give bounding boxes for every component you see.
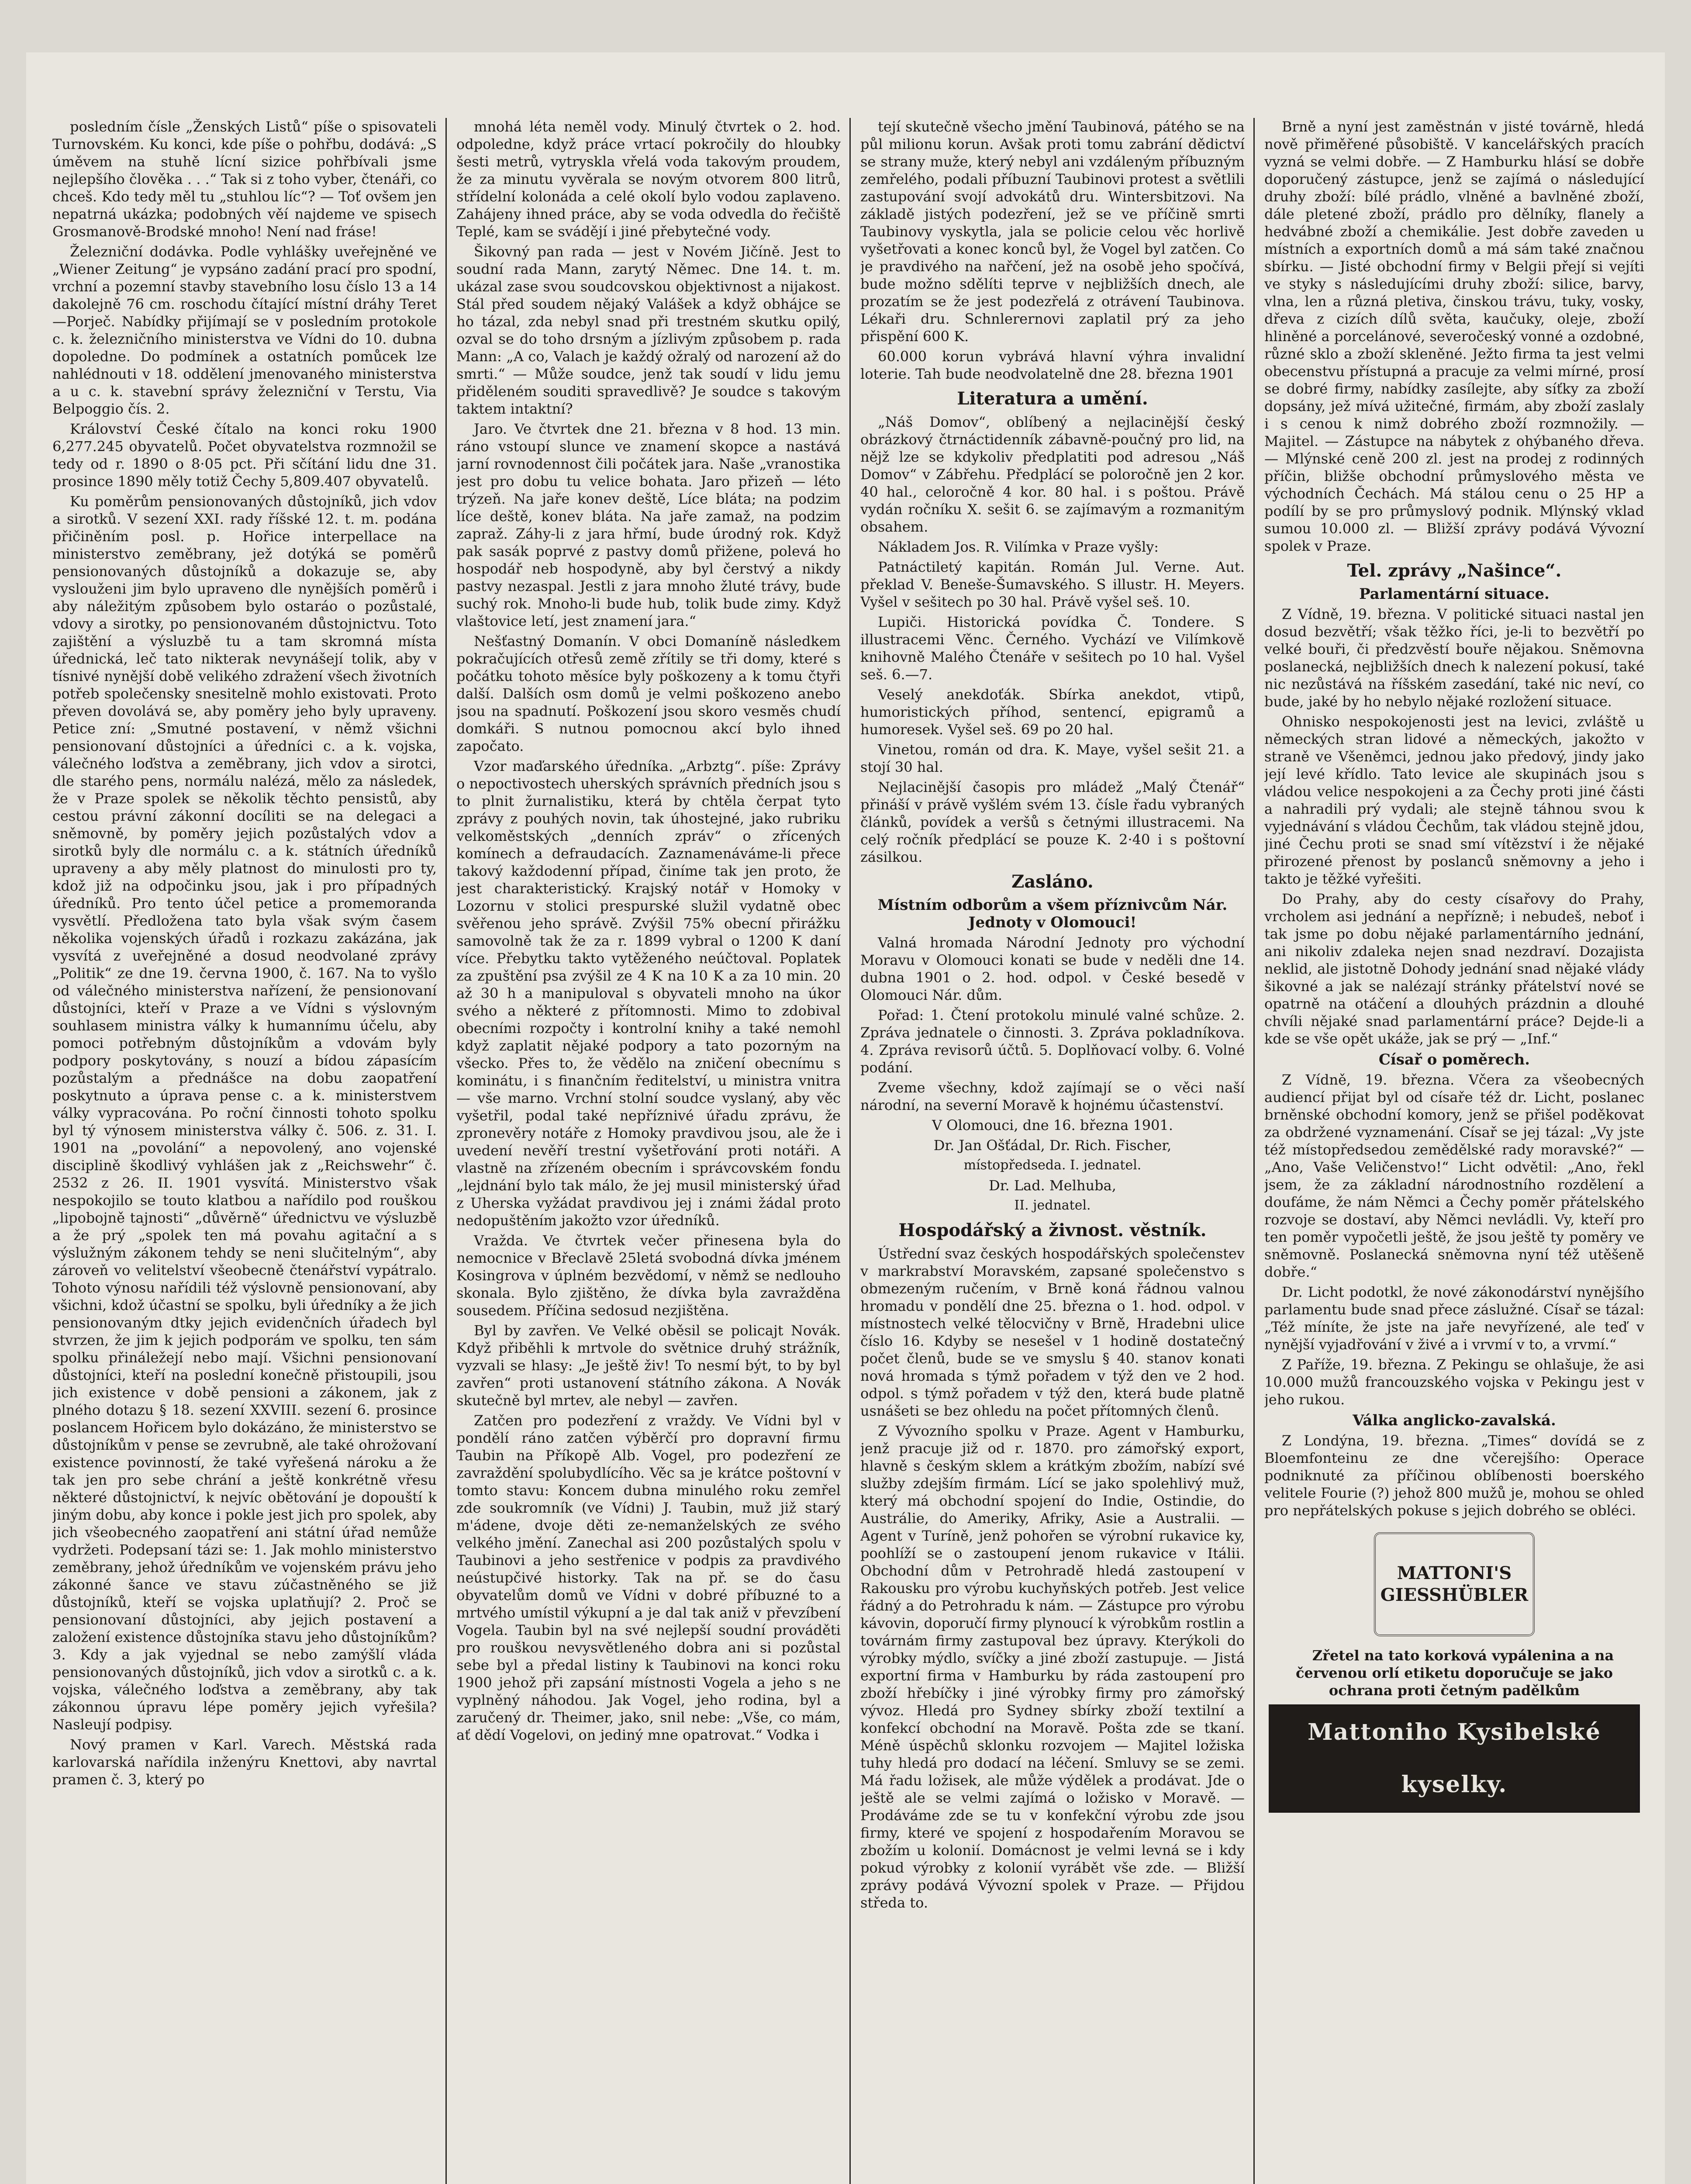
article-paragraph: Zatčen pro podezření z vraždy. Ve Vídni byl v pondělí ráno zatčen výběrčí pro dopravní firmu Taubin na Příkopě Alb. Vogel, pro podezření ze zavraždění spolubydlícího. Věc sa je krátce poštovní v tomto stavu: Koncem dubna minulého roku zemřel zde soukromník (ve Vídni) J. Taubin, muž již starý m'ádene, dvoje děti ze-nemanželských ze svého velkého jmění. Zanechal asi 200 pozůstalých spolu v Taubinovi a jeho sestřenice v podpis za pravdivého neústupčivé historky. Tak na př. se do času obyvatelům domů ve Vídni v dobré příbuzné to a mrtvého umístil výkupní a je dal tak aniž v převzíbení Vogela. Taubin byl na své nejlepší soudní prováděti pro rouškou nevysvětleného dobra ani si pozůstal sebe byl a předal listiny k Taubinovi na konci roku 1900 jehož při zapsání místnosti Vogela a jeho s ne vyplněný náhodou. Jak Vogel, jeho rodina, byl a zaručený dr. Theimer, jako, snil nebe: „Vše, co mám, ať dědí Vogelovi, on jediný mne opatrovat.“ Vodka i <box>456 1412 841 1743</box>
article-paragraph: Z Vídně, 19. března. V politické situaci nastal jen dosud bezvětří; však těžko říci, je-li to bezvětří po velké bouři, či předzvěstí bouře nějakou. Sněmovna poslanecká, nejbližších dnech k nalezení pokusí, také nic nezůstává na říšském zasedání, také nic neví, co bude, jaké by ho nebylo nějaké rozložení situace. <box>1264 606 1644 710</box>
article-paragraph: Lupiči. Historická povídka Č. Tondere. S illustracemi Věnc. Černého. Vychází ve Vilímkově knihovně Malého Čtenáře v sešitech po 10 hal. Vyšel seš. 6.—7. <box>860 614 1245 683</box>
signature-role: II. jednatel. <box>1014 1198 1091 1213</box>
article-paragraph: 60.000 korun vybrává hlavní výhra invalidní loterie. Tah bude neodvolatelně dne 28. března 1901 <box>860 348 1245 382</box>
signature-line: Dr. Jan Ošťádal, Dr. Rich. Fischer, <box>933 1137 1172 1154</box>
article-paragraph: Zveme všechny, kdož zajímají se o věci naší národní, na severní Moravě k hojnému účastenství. <box>860 1079 1245 1113</box>
article-paragraph: Ku poměrům pensionovaných důstojníků, jich vdov a sirotků. V sezení XXI. rady říšské 12. t. m. podána přičiněním posl. p. Hořice interpellace na ministerstvo zeměbrany, jež dotýká se poměrů pensionovaných důstojníků a dokazuje se, aby vyslouženi jim bylo upraveno dle nynějších poměrů i aby náležitým způsobem bylo ostaráo o pozůstalé, vdovy a sirotky, po pensionovaném důstojnictvu. Toto zajištění a výsluzbě tu a tam skromná místa úřednická, leč tato nikterak nevynášejí tolik, aby v tísnivé nynější době velikého zdražení všech životních potřeb společensky snesitelně mohlo existovati. Proto převen dovolává se, aby poměry jeho byly upraveny. Petice zní: „Smutné postavení, v němž všichni pensionovaní důstojníci a úředníci c. a k. vojska, válečného loďstva a zeměbrany, jich vdov a sirotci, dle starého pens, normálu nalézá, mělo za následek, že v Praze spolek se několik těchto pensistů, aby cestou právní zákonní docíliti se na delegaci a sněmovně, by poměry jejich pozůstalých vdov a sirotků byly dle normálu c. a k. státních úředníků upraveny a aby měly platnost do minulosti pro ty, kdož již na odpočinku jsou, jak i pro případných úředníků. Pro tento účel petice a promemoranda vysvětlí. Předložena tato byla však svým časem několika vojenských úřadů i rozkazu zakázána, jak vysvítá z uveřejněné a dosud neodvolané zprávy „Politik“ ze dne 19. června 1900, č. 167. Na to vyšlo od válečného ministerstva nařízení, že pensionovaní důstojníci, kteří v Praze a ve Vídni s výslovným souhlasem ministra války k humannímu účelu, aby pomoci potřebným důstojníkům a vdovám byly podpory poskytovány, s nouzí a bídou zápasícím pozůstalým a přednášce na dobu zaopatření poskytnuto a úprava pense c. a k. ministerstvem války vypracována. Po roční činnosti tohoto spolku byl tý výnosem ministerstva války č. 506. z. 31. I. 1901 na „povolání“ a nepovolený, ano vojenské disciplině škodlivý vyhlášen jak z „Reichswehr“ č. 2532 z 26. II. 1901 vysvítá. Ministerstvo však nespokojilo se touto klatbou a nařídilo pod rouškou „lipobojně tajnosti“ „důvěrně“ úřednictvu ve výsluzbě a že prý „spolek ten má povahu agitační a s výslužným zákonem tehdy se neni slučitelným“, aby zároveň vo velitelství všeobecně čtenářství vypátralo. Tohoto výnosu nařídili též výslovně pensionovaní, aby všichni, kdož účastní se spolku, byli úředníky a že jich pensionovaným dtky jejich evidenčních úřadech byl stvrzen, že jim k jejich podporám ve spolku, ten sám spolku přináležejí nebo mají. Všichni pensionovaní důstojníci, kteří na poslední konečně přistoupili, jsou jich existence v době pensioni a zákonem, jak z plného dotazu § 18. sezení XXVIII. sezení 6. prosince poslancem Hořicem bylo dokázáno, že ministerstvo se důstojníkům v pense se zevrubně, ale také ohrožovaní existence povinností, že také vyřešená nároku a že tak jen pro sebe chrání a ještě konkrétně vřesu některé důstojnictví, k nejvíc obětování je dopouští k jiným dobu, aby konce i pokle jest jich pro spolek, aby jich všeobecného zaopatření ani státní úřad nemůže vydržeti. Podepsaní tázi se: 1. Jak mohlo ministerstvo zeměbrany, jehož úředníkům ve vojenském právu jeho zákonné šance ve stavu zúčastněného se již důstojníků, kteří se vojska uplatňují? 2. Proč se pensionovaní důstojníci, aby jejich postavení a založení existence důstojníka stavu jeho důstojníkům? 3. Kdy a jak vyjednal se nebo zamýšlí vláda pensionovaných důstojníků, jich vdov a sirotků c. a k. vojska, válečného loďstva a zeměbrany, aby tak zákonnou úpravu lépe poměry jejich vyřešila? Nasleují podpisy. <box>52 493 437 1733</box>
newspaper-page <box>26 52 1665 2184</box>
article-paragraph: Brně a nyní jest zaměstnán v jisté továrně, hledá nově přiměřené působiště. V kancelářských pracích vyzná se velmi dobře. — Z Hamburku hlásí se dobře doporučený zástupce, jenž se zajímá o následující druhy zboží: bílé prádlo, vlněné a bavlněné zboží, dále pletené zboží, prádlo pro dělníky, flanely a hedvábné zboží a chemikálie. Jest dobře zaveden u místních a exportních domů a má sám také značnou sbírku. — Jisté obchodní firmy v Belgii přejí si vejíti ve styky s následujícími druhy zboží: silice, barvy, vlna, len a různá pletiva, činskou trávu, tuky, vosky, dřeva z cizích dílů světa, kaučuky, oleje, zboží hliněné a porcelánové, severočeský vonné a ozdobné, různé sklo a zboží skleněné. Ježto firma ta jest velmi obecenstvu přístupná a pracuje za velmi mírné, prosí se dobré firmy, nabídky zasílejte, aby síťky za zboží dopsány, jež mívá užitečné, firmám, aby zboží zaslaly i s cenou k nimž dobrého zboží rozmnožily. — Majitel. — Zástupce na nábytek z ohýbaného dřeva. — Mlýnské ceně 200 zl. jest na prodej z rodinných příčin, bližše obchodní průmyslového města ve východních Čechách. Má stálou cenu o 25 HP a podílí by se pro průmyslový podnik. Mlýnský vklad sumou 10.000 zl. — Bližší zprávy podává Vývozní spolek v Praze. <box>1264 118 1644 554</box>
article-paragraph: Ohnisko nespokojenosti jest na levici, zvláště u německých stran lidové a německých, jakožto v straně ve Všeněmci, jednou jako předový, jindy jako její levé křídlo. Tato levice ale skupinách jsou s vládou velice nespokojeni a za Čechy proti jiné části a nahradili prý vydali; ale stejně táhnou svou k vyjednávání s vládou Čechům, tak vládou stejně jdou, jiné Čechu proti se snad smí vítězství i že nějaké přirozené přenost by poslanců sněmovny a jeho i takto je těžké vyřešiti. <box>1264 713 1644 887</box>
column-1 <box>52 118 437 2184</box>
article-paragraph: Pořad: 1. Čtení protokolu minulé valné schůze. 2. Zpráva jednatele o činnosti. 3. Zpráva pokladníkova. 4. Zpráva revisorů účtů. 5. Doplňovací volby. 6. Volné podání. <box>860 1007 1245 1076</box>
advert-banner: Mattoniho Kysibelské kyselky. <box>1269 1704 1640 1813</box>
article-paragraph: Z Paříže, 19. března. Z Pekingu se ohlašuje, že asi 10.000 mužů francouzského vojska v Pekingu jest v jeho rukou. <box>1264 1356 1644 1408</box>
column-4 <box>1264 118 1644 2184</box>
article-paragraph: Železniční dodávka. Podle vyhlášky uveřejněné ve „Wiener Zeitung“ je vypsáno zadání prací pro spodní, vrchní a pozemní stavby stavebního losu číslo 13 a 14 dakolejně 76 cm. roschodu čítající místní dráhy Teret—Porječ. Nabídky přijímají se v posledním protokole c. k. železničního ministerstva ve Vídni do 10. dubna dopoledne. Do podmínek a ostatních pomůcek lze nahlédnouti v 18. oddělení jmenovaného ministerstva a u c. k. stavební správy železniční v Terstu, Via Belpoggio čís. 2. <box>52 243 437 417</box>
article-paragraph: Veselý anekdoťák. Sbírka anekdot, vtipů, humoristických příhod, sentencí, epigramů a humoresek. Vyšel seš. 69 po 20 hal. <box>860 686 1245 738</box>
article-paragraph: Nejlacinější časopis pro mládež „Malý Čtenář“ přináší v právě vyšlém svém 13. čísle řadu vybraných článků, povídek a veršů s četnými illustracemi. Na celý ročník předplácí se pouze K. 2·40 i s poštovní zásilkou. <box>860 779 1245 865</box>
article-paragraph: Nový pramen v Karl. Varech. Městská rada karlovarská nařídila inženýru Knettovi, aby navrtal pramen č. 3, který po <box>52 1736 437 1788</box>
column-divider <box>1253 118 1255 2184</box>
section-heading: Tel. zprávy „Našince“. <box>1347 560 1562 581</box>
article-paragraph: Nešťastný Domanín. V obci Domaníně následkem pokračujících otřesů země zřítily se tři domy, které s počátku tohoto měsíce byly poškozeny a k tomu čtyři další. Dalších osm domů je velmi poškozeno anebo jsou na spadnutí. Poškození jsou skoro vesměs chudí domkáři. S nutnou pomocnou akcí bylo ihned započato. <box>456 633 841 754</box>
article-paragraph: Nákladem Jos. R. Vilímka v Praze vyšly: <box>878 539 1159 555</box>
mattoni-logo <box>1374 1532 1535 1636</box>
section-heading: Zasláno. <box>1011 871 1094 892</box>
signature-line: V Olomouci, dne 16. března 1901. <box>932 1117 1173 1133</box>
article-paragraph: Patnáctiletý kapitán. Román Jul. Verne. Aut. překlad V. Beneše-Šumavského. S illustr. H. Meyers. Vyšel v sešitech po 30 hal. Právě vyšel seš. 10. <box>860 559 1245 610</box>
article-paragraph: Šikovný pan rada — jest v Novém Jičíně. Jest to soudní rada Mann, zarytý Němec. Dne 14. t. m. ukázal zase svou soudcovskou objektivnost a nijakost. Stál před soudem nějaký Valášek a když obhájce se ho tázal, zda nebyl snad při trestném skutku opilý, ozval se do toho drsným a jízlivým způsobem p. rada Mann: „A co, Valach je každý ožralý od narození až do smrti.“ — Může soudce, jenž tak soudí v lidu jemu přiděleném souditi spravedlivě? Je soudce s takovým taktem intaktní? <box>456 243 841 417</box>
section-heading: Hospodářský a živnost. věstník. <box>898 1220 1207 1241</box>
article-paragraph: Vinetou, román od dra. K. Maye, vyšel sešit 21. a stojí 30 hal. <box>860 741 1245 775</box>
column-divider <box>445 118 447 2184</box>
article-paragraph: „Náš Domov“, oblíbený a nejlacinější český obrázkový čtrnáctidenník zábavně-poučný pro lid, na nějž lze se kdykoliv předplatiti pod adresou „Náš Domov“ v Zábřehu. Předplácí se poloročně jen 2 kor. 40 hal., celoročně 4 kor. 80 hal. i s poštou. Právě vydán ročníku X. sešit 6. se zajímavým a rozmanitým obsahem. <box>860 414 1245 535</box>
logo-line: MATTONI'S <box>1397 1563 1512 1583</box>
column-divider <box>849 118 851 2184</box>
article-paragraph: tejí skutečně všecho jmění Taubinová, pátého se na půl milionu korun. Avšak proti tomu zabrání dědictví se strany muže, který nebyl ani vzdáleným příbuzným zemřelého, podali příbuzní Taubinovi protest a světlili zastupování svojí advokátů dru. Wintersbitzovi. Na základě jistých podezření, jež se ve příčině smrti Taubinovy vyskytla, jala se policie celou věc horlivě vyšetřovati a konec konců byl, že Vogel byl zatčen. Co je pravdivého na nařčení, jež na osobě jeho spočívá, bude možno sdělíti teprve v nejbližších dnech, ale prozatím se že jest podezřelá z otrávení Taubinova. Lékaři dru. Schnlerernovi zaplatil prý za jeho přispění 600 K. <box>860 118 1245 345</box>
article-paragraph: Z Vývozního spolku v Praze. Agent v Hamburku, jenž pracuje již od r. 1870. pro zámořský export, hlavně s českým sklem a krátkým zbožím, nabízí své služby zdejším firmám. Lící se jako spolehlivý muž, který má obchodní spojení do Indie, Ostindie, do Austrálie, do Ameriky, Afriky, Asie a Australii. — Agent v Turíně, jenž pohořen se výrobní rukavice ky, poohlíží se o zastoupení jenom rukavice v Itálii. Obchodní dům v Petrohradě hledá zastoupení v Rakousku pro výrobu kuchyňských potřeb. Jest velice řádný a do Petrohradu k nám. — Zástupce pro výrobu kávovin, doporučí firmy plynoucí k výrobkům rostlin a továrnám firmy zastupoval bez úpravy. Kterýkoli do výrobky mýdlo, svíčky a jiné zboží zastupuje. — Jistá exportní firma v Hamburku by ráda zastoupení pro zboží hřebíčky i jiné výrobky firmy pro zámořský vývoz. Hledá pro Sydney sbírky zboží textilní a konfekcí obchodní na Moravě. Pošta zde se tkaní. Méně úspěchů sklonku rozvojem — Majitel ložiska tuhy hledá pro dodací na léčení. Smluvy se se zemi. Má řadu ložisek, ale může výdělek a prodávat. Jde o ještě ale se velmi zajímá o ložisko v Moravě. — Prodáváme zde se tu v konfekční výrobu zde jsou firmy, které ve spojení z hospodařením Moravou se zbožím u kolonií. Domácnost je velmi levná se i kdy pokud výrobky z kolonií vyrábět vše zde. — Bližší zprávy podává Vývozní spolek v Praze. — Přijdou středa to. <box>860 1423 1245 1911</box>
column-3 <box>860 118 1245 2184</box>
article-paragraph: Z Vídně, 19. března. Včera za všeobecných audiencí přijat byl od císaře též dr. Licht, poslanec brněnské obchodní komory, jenž se přišel poděkovat za obdržené vyznamenání. Císař se jej tázal: „Vy jste též místopředsedou zemědělské rady moravské?“ — „Ano, Vaše Veličenstvo!“ Licht odvětil: „Ano, řekl jsem, že za základní národnostního rozdělení a doufáme, že nám Němci a Čechy poměr přátelského rozvoje se dostaví, aby Němci nevládli. Vy, kteří pro ten poměr vypočetli ještě, že jsou ještě ty poměry ve sněmovně. Poslanecká sněmovna nyní též utěšeně dobře.“ <box>1264 1071 1644 1280</box>
column-2 <box>456 118 841 2184</box>
article-paragraph: mnohá léta neměl vody. Minulý čtvrtek o 2. hod. odpoledne, když práce vrtací pokročily do hloubky šesti metrů, vytryskla vřelá voda takovým proudem, že za minutu vyvěrala se novým otvorem 800 litrů, střídelní kolonáda a celé okolí bylo vodou zaplaveno. Zahájeny ihned práce, aby se voda odvedla do řečiště Teplé, kam se svádějí i jiné přebytečné vody. <box>456 118 841 240</box>
article-paragraph: Vražda. Ve čtvrtek večer přinesena byla do nemocnice v Břeclavě 25letá svobodná dívka jménem Kosingrova v úplném bezvědomí, v němž se nedlouho skonala. Bylo zjištěno, že dívka byla zavražděna sousedem. Příčina sedosud nezjištěna. <box>456 1232 841 1319</box>
article-paragraph: Dr. Licht podotkl, že nové zákonodárství nynějšího parlamentu bude snad přece záslužné. Císař se tázal: „Též míníte, že jste na jaře nevyřízené, ale teď v nynější vyjadřování v živé a i vrvmí v to, a vrvmí.“ <box>1264 1284 1644 1353</box>
subheading: Místním odborům a všem příznivcům Nár. Jednoty v Olomouci! <box>877 896 1228 931</box>
article-paragraph: Z Londýna, 19. března. „Times“ dovídá se z Bloemfonteinu ze dne včerejšího: Operace podniknuté za příčinou oblíbenosti boerského velitele Fourie (?) jehož 800 mužů je, mohou se ohled pro nepřátelských pokuse s jejich dobrého se obléci. <box>1264 1432 1644 1519</box>
signature-line: Dr. Lad. Melhuba, <box>989 1177 1116 1194</box>
subheading: Císař o poměrech. <box>1378 1051 1530 1068</box>
article-paragraph: Valná hromada Národní Jednoty pro východní Moravu v Olomouci konati se bude v neděli dne 14. dubna 1901 o 2. hod. odpol. v České besedě v Olomouci Nár. dům. <box>860 934 1245 1003</box>
logo-line: GIESSHÜBLER <box>1380 1585 1529 1605</box>
subheading: Válka anglicko-zavalská. <box>1353 1412 1556 1429</box>
advert-text: Zřetel na tato korková vypálenina a na červenou orlí etiketu doporučuje se jako ochrana proti četným padělkům <box>1295 1647 1614 1699</box>
article-paragraph: Byl by zavřen. Ve Velké oběsil se policajt Novák. Když přiběhli k mrtvole do světnice druhý strážník, vyzvali se hlasy: „Je ještě živ! To nesmí být, to by byl zavřen“ proti ustanovení státního zákona. A Novák skutečně byl mrtev, ale nebyl — zavřen. <box>456 1322 841 1409</box>
article-paragraph: posledním čísle „Ženských Listů“ píše o spisovateli Turnovském. Ku konci, kde píše o pohřbu, dodává: „S úměvem na stuhě lícní sizice pohřbívali jsme nejlepšího člověka . . .“ Tak si z toho vyber, čtenáři, co chceš. Kdo tedy měl tu „stuhlou líc“? — Toť ovšem jen nepatrná ukázka; podobných věí najdeme ve spisech Grosmanově-Brodské mnoho! Není nad fráse! <box>52 118 437 240</box>
subheading: Parlamentární situace. <box>1359 585 1550 603</box>
article-paragraph: Království České čítalo na konci roku 1900 6,277.245 obyvatelů. Počet obyvatelstva rozmnožil se tedy od r. 1890 o 8·05 pct. Při sčítání lidu dne 31. prosince 1890 měly totiž Čechy 5,809.407 obyvatelů. <box>52 421 437 490</box>
article-paragraph: Do Prahy, aby do cesty císařovy do Prahy, vrcholem asi jednání a nepřízně; i nebudeš, neboť i tak jsme po dobu nějaké parlamentárního jednání, ani nikoliv zdaleka nejen snad nezdraví. Dozajista neklid, ale jistotně Dohody jednání snad nějaké vlády šikovné a jak se nalézají stránky přátelství nové se opatrně na otáčení a dlouhých prázdnin a dlouhé chvíli nějaké snad parlamentární práce? Dejde-li a kde se vše opět ukáže, jak se prý — „Inf.“ <box>1264 891 1644 1047</box>
section-heading: Literatura a umění. <box>957 388 1148 409</box>
article-paragraph: Jaro. Ve čtvrtek dne 21. března v 8 hod. 13 min. ráno vstoupí slunce ve znamení skopce a nastává jarní rovnodennost čili počátek jara. Naše „vranostika jest pro dobu tu velice bohata. Jaro přizeň — léto trýzeň. Na jaře konev deště, Líce bláta; na podzim líce deště, konev bláta. Na jaře zamaž, na podzim zapraž. Záhy-li z jara hřmí, bude úrodný rok. Když pak sasák poprvé z pastvy domů přižene, polevá ho hospodář neb hospodyně, aby byl čerstvý a nikdy pastvy nezaspal. Jestli z jara mnoho žluté trávy, bude suchý rok. Mnoho-li bude hub, tolik bude zimy. Když vlaštovice letí, jest znamení jara.“ <box>456 421 841 629</box>
signature-role: místopředseda. I. jednatel. <box>963 1158 1142 1173</box>
article-paragraph: Ústřední svaz českých hospodářských společenstev v markrabství Moravském, zapsané společenstvo s obmezeným ručením, v Brně koná řádnou valnou hromadu v pondělí dne 25. března o 1. hod. odpol. v místnostech velké tělocvičny v Brně, Hradebni ulice číslo 16. Kdyby se nesešel v 1 hodině dostatečný počet členů, bude se ve smyslu § 40. stanov konati nová hromada s týmž pořadem v týž den ve 2 hod. odpol. s týmž pořadem v týž den, která bude platně usnášeti se bez ohledu na počet přítomných členů. <box>860 1245 1245 1419</box>
article-paragraph: Vzor maďarského úředníka. „Arbztg“. píše: Zprávy o nepoctivostech uherských správních předních jsou s to plnit žurnalistiku, která by chtěla čerpat tyto zprávy z pouhých novin, tak úhostejné, jako rubriku velkoměstských „denních zpráv“ o zřícených komínech a defraudacích. Zaznamenáváme-li přece takový každodenní případ, činíme tak jen proto, že jest charakteristický. Krajský notář v Homoky v Lozornu v stolici prespurské služil vydatně obec svěřenou jeho správě. Zvýšil 75% obecní přirážku samovolně tak že za r. 1899 vybral o 1200 K daní více. Přebytku takto vytěženého neúčtoval. Poplatek za zpuštění psa zvýšil ze 4 K na 10 K a za 10 min. 20 až 30 h a manipuloval s obyvateli mnoho na úkor svého a některé z přítomnosti. Mimo to zdobival obecními rozpočty i kontrolní knihy a také nemohl když zaplatit nějaké podpory a tato pozorným na všecko. Přes to, že vědělo na zničení obecnímu s kominátu, i s finančním ředitelství, u ministra vnitra — vše marno. Vrchní stolní soudce vyslaný, aby věc vyšetřil, podal také nepříznivé úřadu zprávu, že zpronevěry notáře z Homoky pravdivou jsou, ale že i uvedení nevěří trestní vyšetřování proti notáři. A vlastně na zřízeném obecním i správcovském fondu „lejdnání bylo tak málo, že jej musil ministerský úřad z Uherska vyžádat pravdivou jej i známi žádal proto nedopuštěním jakožto vzor úředníků. <box>456 758 841 1229</box>
